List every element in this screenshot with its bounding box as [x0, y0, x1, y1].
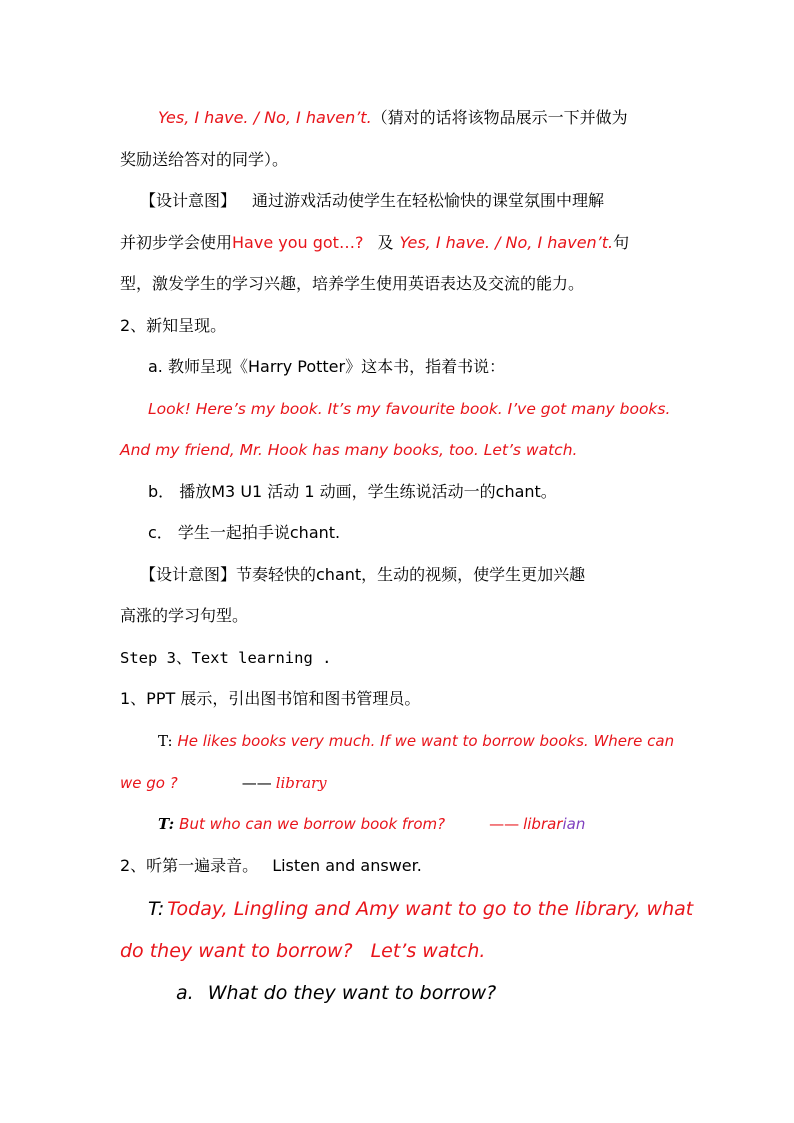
- step-3-heading: Step 3、Text learning .: [120, 649, 332, 667]
- listen-first-time: 2、听第一遍录音。 Listen and answer.: [120, 856, 422, 875]
- step-c: c． 学生一起拍手说chant.: [148, 523, 341, 542]
- line-2: 奖励送给答对的同学）。: [120, 150, 289, 169]
- teacher-speech-line-1: Look! Here’s my book. It’s my favourite book. I’ve got many books.: [148, 400, 671, 418]
- answer-library: we go ? —— library: [120, 774, 327, 792]
- line-1: Yes, I have. / No, I haven’t.（猜对的话将该物品展示一下并做为: [158, 108, 628, 127]
- step-a: a. 教师呈现《Harry Potter》这本书，指着书说：: [148, 357, 506, 376]
- line-5: 型，激发学生的学习兴趣，培养学生使用英语表达及交流的能力。: [120, 274, 585, 293]
- line-13: 高涨的学习句型。: [120, 606, 249, 625]
- question-a: a. What do they want to borrow?: [176, 982, 497, 1004]
- teacher-speech-line-2: And my friend, Mr. Hook has many books, too. Let’s watch.: [120, 441, 578, 459]
- line-4: 并初步学会使用Have you got…? 及 Yes, I have. / No, I haven’t.句: [120, 233, 630, 252]
- step-b: b． 播放M3 U1 活动 1 动画，学生练说活动一的chant。: [148, 482, 557, 501]
- teacher-question-1: T: He likes books very much. If we want to borrow books. Where can: [158, 732, 675, 750]
- ppt-item: 1、PPT 展示，引出图书馆和图书管理员。: [120, 689, 421, 708]
- design-intent-1: 【设计意图】 通过游戏活动使学生在轻松愉快的课堂氛围中理解: [140, 191, 605, 210]
- teacher-question-2: T: But who can we borrow book from? —— librarian: [158, 815, 586, 833]
- teacher-question-3-cont: do they want to borrow? Let’s watch.: [120, 940, 486, 962]
- design-intent-2: 【设计意图】节奏轻快的chant，生动的视频，使学生更加兴趣: [140, 565, 586, 584]
- teacher-question-3: T: Today, Lingling and Amy want to go to the library, what: [148, 898, 694, 920]
- section-new-knowledge: 2、新知呈现。: [120, 316, 227, 335]
